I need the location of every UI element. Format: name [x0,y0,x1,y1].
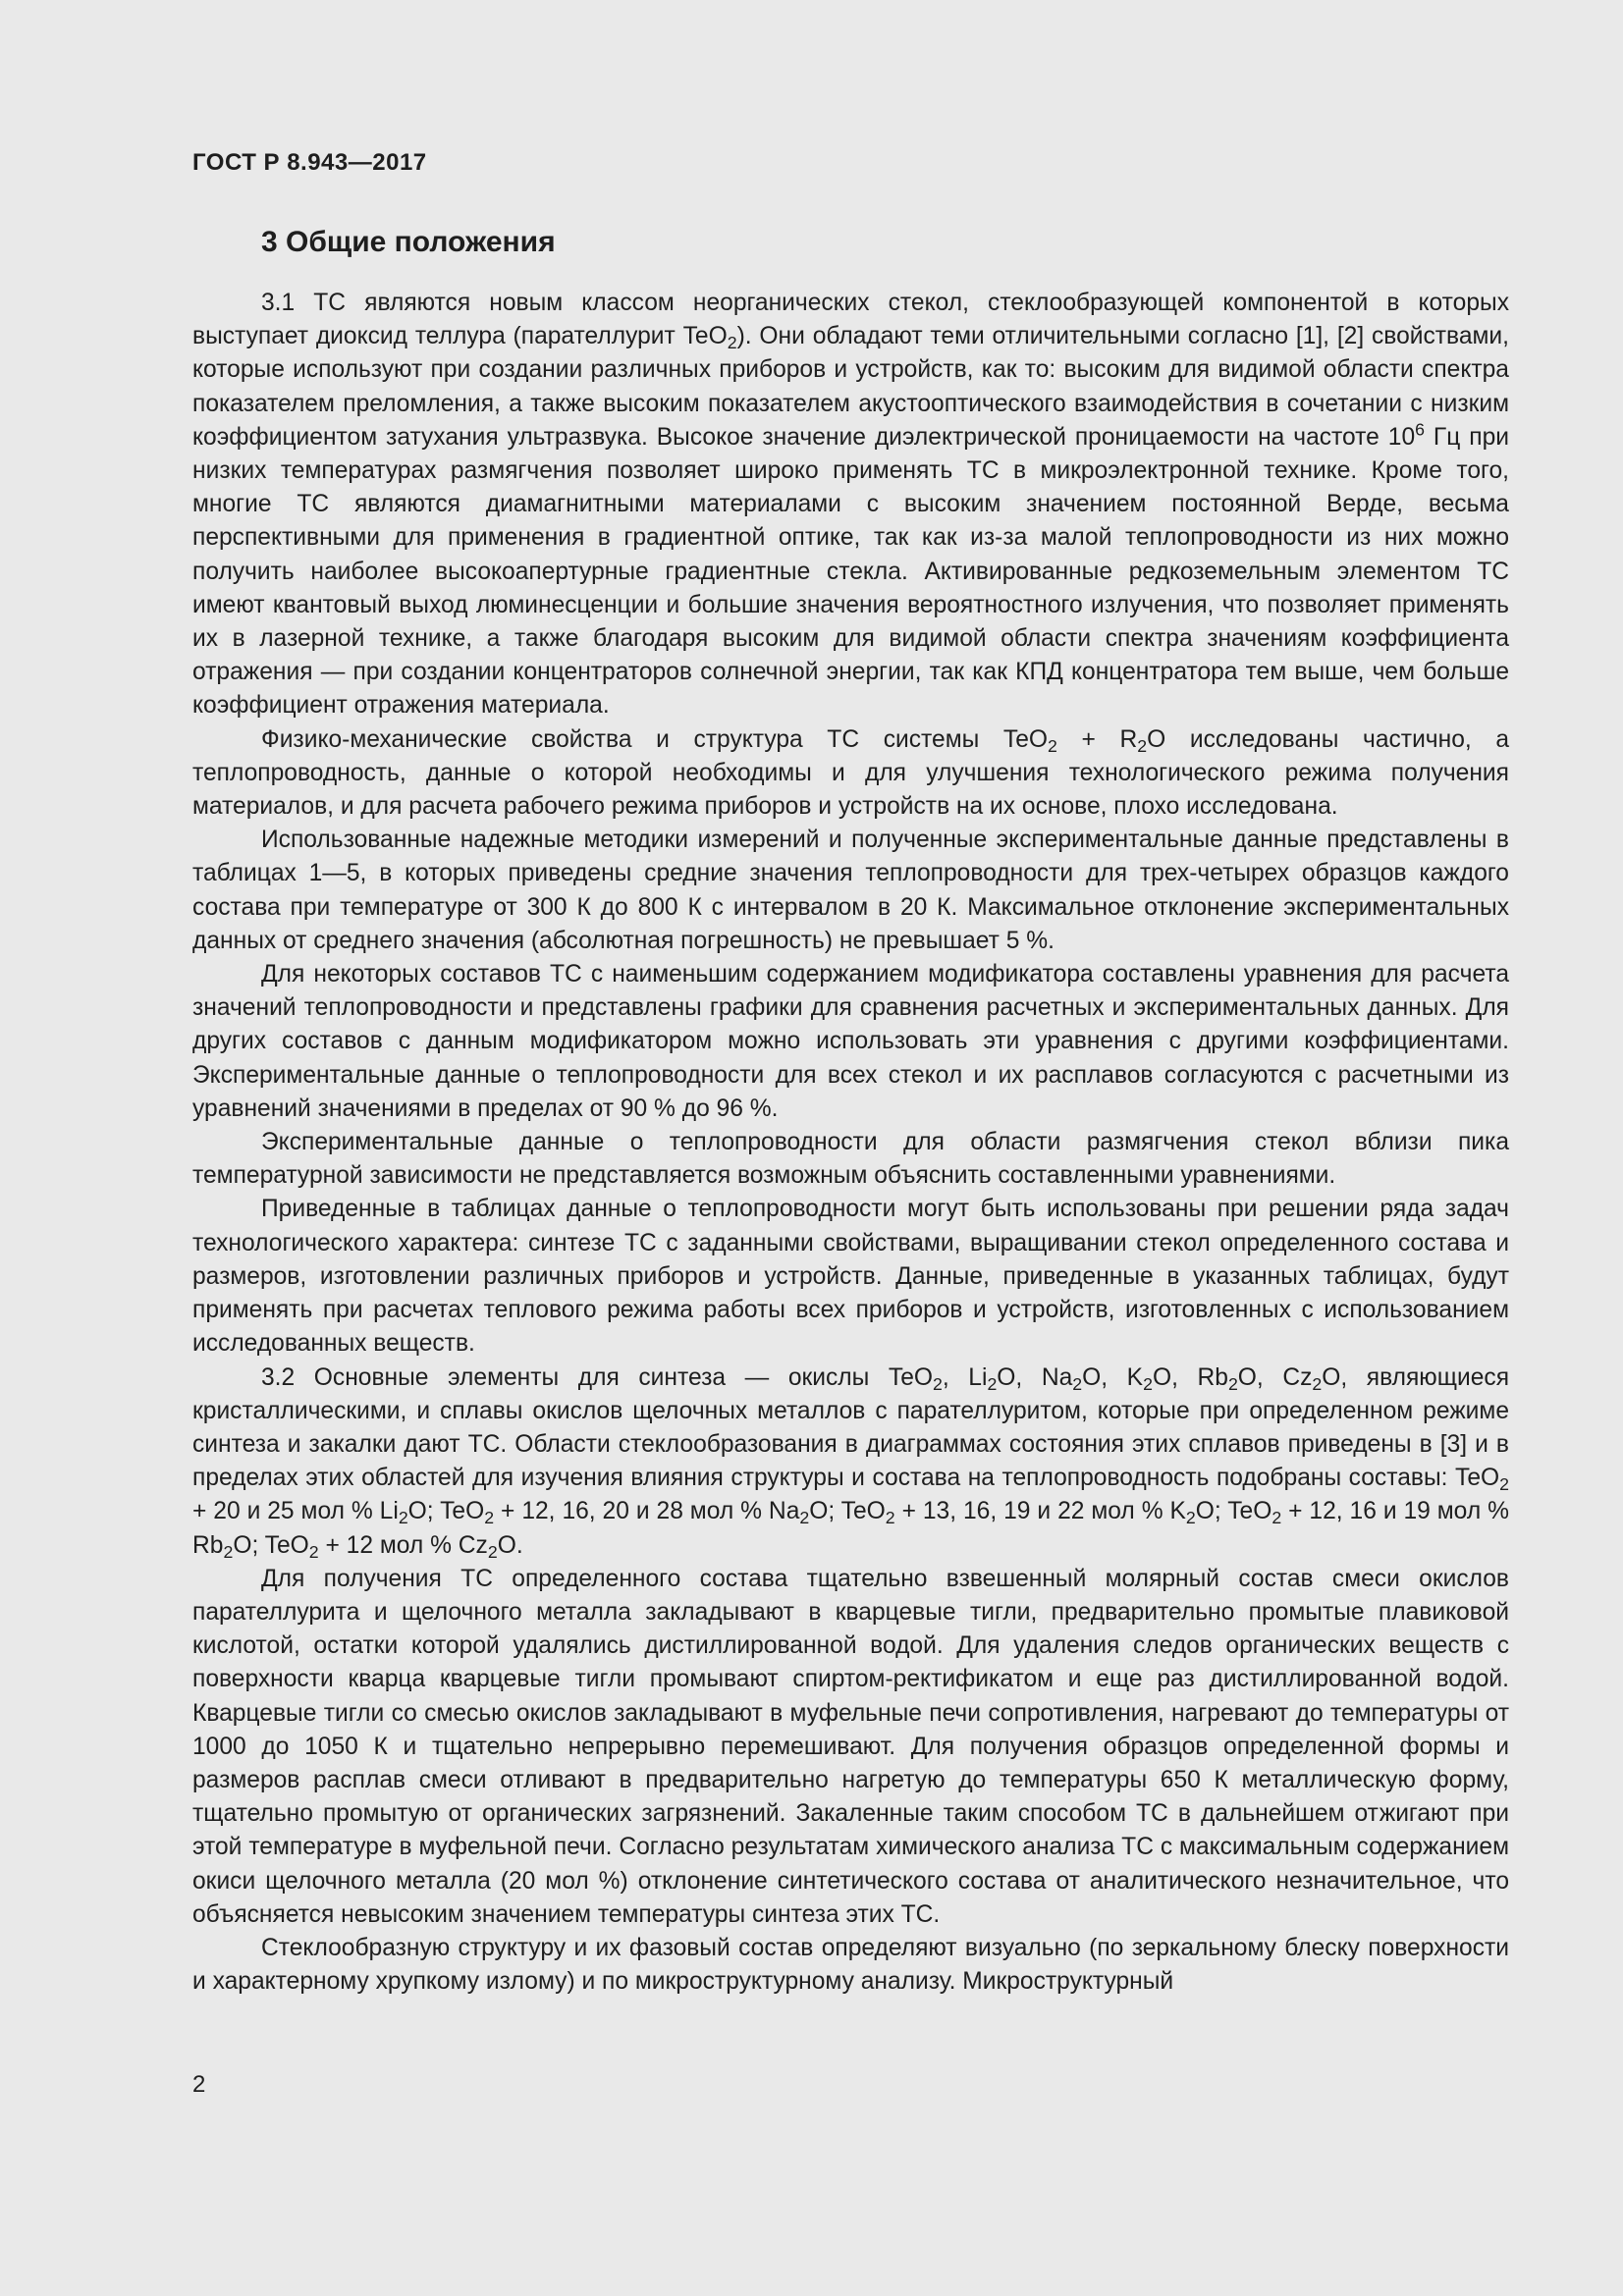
paragraph: 3.1 ТС являются новым классом неорганических стекол, стеклообразующей компонентой в которых выступает диоксид теллура (парателлурит TeO$_2$). Они обладают теми отличительными согласно [1], [2] свойствами, которые используют при создании различных приборов и устройств, как то: высоким для видимой области спектра показателем преломления, а также высоким показателем акустооптического взаимодействия в сочетании с низким коэффициентом затухания ультразвука. Высокое значение диэлектрической проницаемости на частоте $10^6$ Гц при низких температурах размягчения позволяет широко применять ТС в микроэлектронной технике. Кроме того, многие ТС являются диамагнитными материалами с высоким значением постоянной Верде, весьма перспективными для применения в градиентной оптике, так как из-за малой теплопроводности из них можно получить наиболее высокоапертурные градиентные стекла. Активированные редкоземельным элементом ТС имеют квантовый выход люминесценции и большие значения вероятностного излучения, что позволяет применять их в лазерной технике, а также благодаря высоким для видимой области спектра значениям коэффициента отражения — при создании концентраторов солнечной энергии, так как КПД концентратора тем выше, чем больше коэффициент отражения материала. [192,290,1510,720]
paragraph: Стеклообразную структуру и их фазовый состав определяют визуально (по зеркальному блеску поверхности и характерному хрупкому излому) и по микроструктурному анализу. Микроструктурный [192,1934,1509,1996]
paragraph: 3.2 Основные элементы для синтеза — окислы TeO$_2$, $Li_2O$, $Na_2O$, $K_2O$, $Rb_2O$, $Cz_2O$, являющиеся кристаллическими, и сплавы окислов щелочных металлов с парателлуритом, которые при определенном режиме синтеза и закалки дают ТС. Области стеклообразования в диаграммах состояния этих сплавов приведены в [3] и в пределах этих областей для изучения влияния структуры и состава на теплопроводность подобраны составы: TeO$_2$ + 20 и 25 мол % $Li_2O$; TeO$_2$ + 12, 16, 20 и 28 мол % $Na_2O$; TeO$_2$ + 13, 16, 19 и 22 мол % $K_2O$; TeO$_2$ + 12, 16 и 19 мол % $Rb_2O$; TeO$_2$ + 12 мол % $Cz_2O$. [192,1363,1510,1562]
paragraph: Экспериментальные данные о теплопроводности для области размягчения стекол вблизи пика температурной зависимости не представляется возможным объяснить составленными уравнениями. [192,1129,1509,1190]
paragraph: Для получения ТС определенного состава тщательно взвешенный молярный состав смеси окислов парателлурита и щелочного металла закладывают в кварцевые тигли, предварительно промытые плавиковой кислотой, остатки которой удалялись дистиллированной водой. Для удаления следов органических веществ с поверхности кварца кварцевые тигли промывают спиртом-ректификатом и еще раз дистиллированной водой. Кварцевые тигли со смесью окислов закладывают в муфельные печи сопротивления, нагревают до температуры от 1000 до 1050 К и тщательно непрерывно перемешивают. Для получения образцов определенной формы и размеров расплав смеси отливают в предварительно нагретую до температуры 650 К металлическую форму, тщательно промытую от органических загрязнений. Закаленные таким способом ТС в дальнейшем отжигают при этой температуре в муфельной печи. Согласно результатам химического анализа ТС с максимальным содержанием окиси щелочного металла (20 мол %) отклонение синтетического состава от аналитического незначительное, что объясняется невысоким значением температуры синтеза этих ТС. [192,1565,1509,1928]
paragraph: Приведенные в таблицах данные о теплопроводности могут быть использованы при решении ряда задач технологического характера: синтезе ТС с заданными свойствами, выращивании стекол определенного состава и размеров, изготовлении различных приборов и устройств. Данные, приведенные в указанных таблицах, будут применять при расчетах теплового режима работы всех приборов и устройств, изготовленных с использованием исследованных веществ. [192,1196,1509,1358]
document-header: ГОСТ Р 8.943—2017 [192,149,427,176]
section-title: 3 Общие положения [261,226,556,258]
paragraph: Для некоторых составов ТС с наименьшим содержанием модификатора составлены уравнения для расчета значений теплопроводности и представлены графики для сравнения расчетных и экспериментальных данных. Для других составов с данным модификатором можно использовать эти уравнения с другими коэффициентами. Экспериментальные данные о теплопроводности для всех стекол и их расплавов согласуются с расчетными из уравнений значениями в пределах от 90 % до 96 %. [192,961,1509,1122]
paragraph: Физико-механические свойства и структура ТС системы $TeO_2 + R_2O$ исследованы частично, а теплопроводность, данные о которой необходимы и для улучшения технологического режима получения материалов, и для расчета рабочего режима приборов и устройств на их основе, плохо исследована. [192,725,1510,821]
page-number: 2 [192,2071,206,2098]
paragraph: Использованные надежные методики измерений и полученные экспериментальные данные представлены в таблицах 1—5, в которых приведены средние значения теплопроводности для трех-четырех образцов каждого состава при температуре от 300 К до 800 К с интервалом в 20 К. Максимальное отклонение экспериментальных данных от среднего значения (абсолютная погрешность) не превышает 5 %. [192,827,1509,954]
body-text [192,287,1509,1999]
